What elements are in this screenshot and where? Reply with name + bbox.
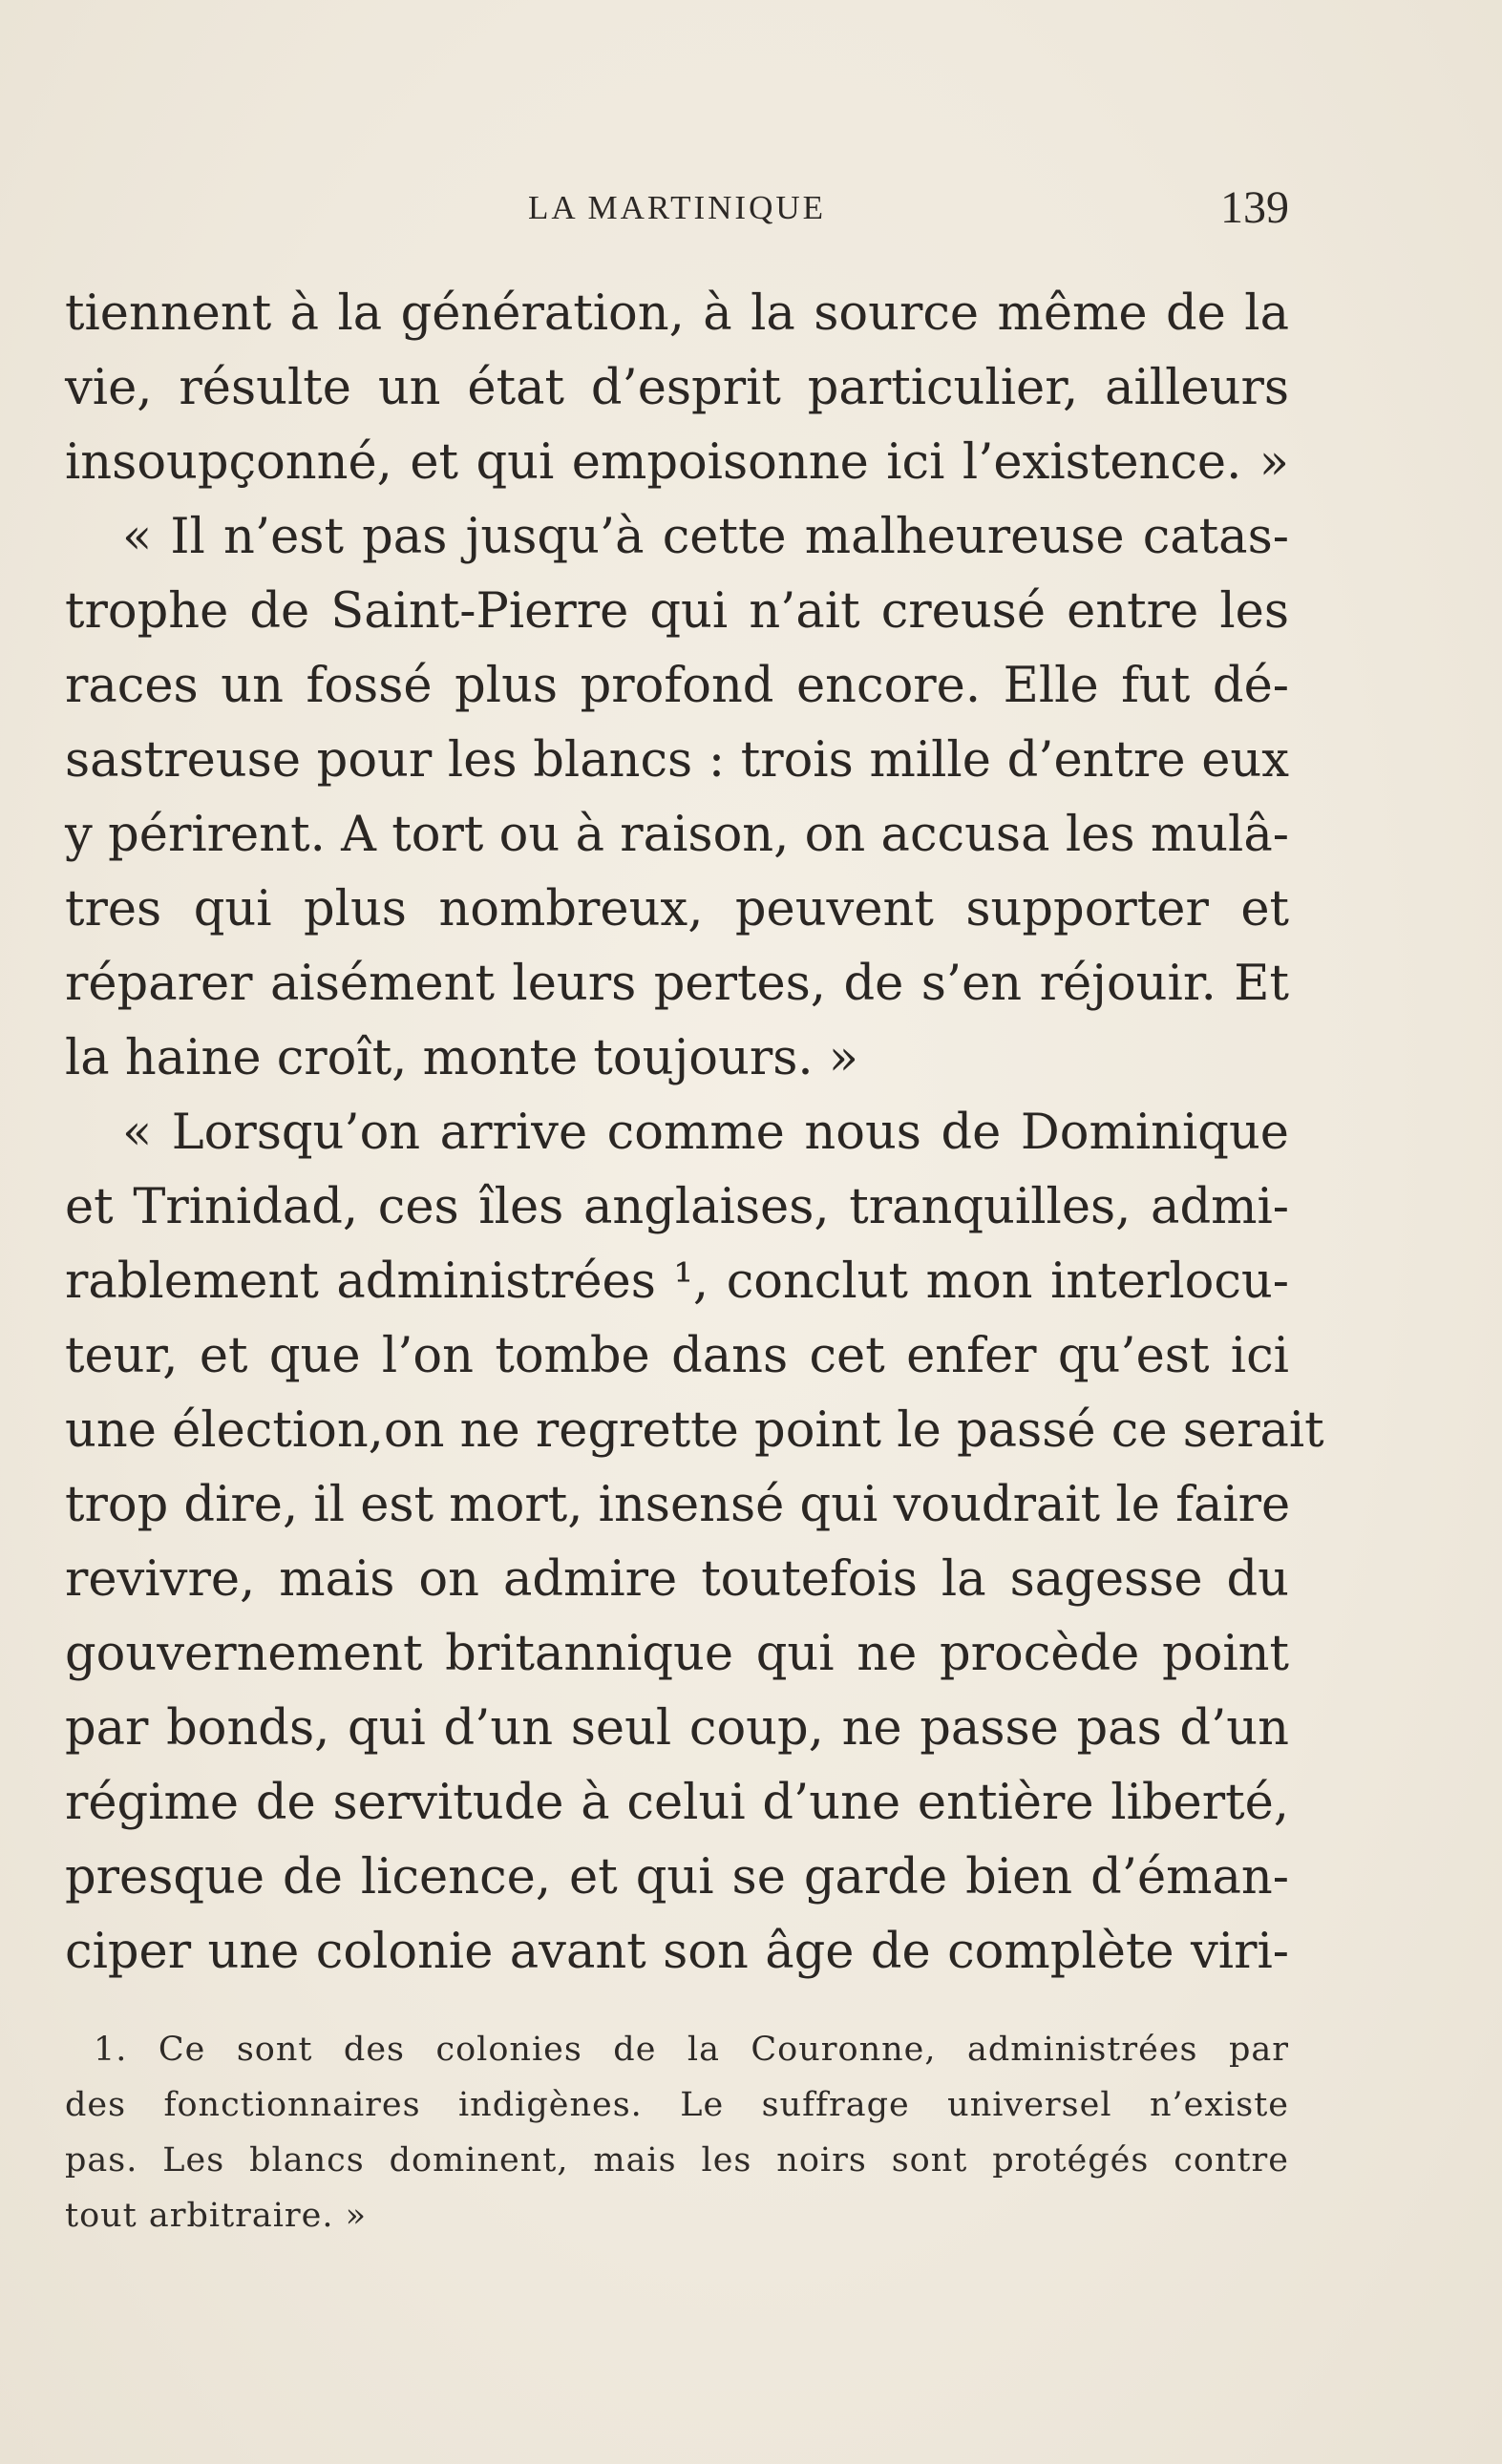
footnote-line: 1. Ce sont des colonies de la Couronne, administrées par — [94, 2031, 1289, 2069]
text-line: « Il n’est pas jusqu’à cette malheureuse catas- — [122, 509, 1289, 565]
text-line: tres qui plus nombreux, peuvent supporter et — [65, 881, 1289, 937]
text-line: presque de licence, et qui se garde bien d’éman- — [65, 1849, 1289, 1906]
text-line: insoupçonné, et qui empoisonne ici l’existence. » — [65, 434, 1289, 491]
text-line: trophe de Saint-Pierre qui n’ait creusé entre les — [65, 583, 1289, 640]
text-line: teur, et que l’on tombe dans cet enfer qu’est ici — [65, 1328, 1289, 1384]
text-line: vie, résulte un état d’esprit particulier, ailleurs — [65, 360, 1289, 416]
footnote-line: des fonctionnaires indigènes. Le suffrage universel n’existe — [65, 2086, 1289, 2124]
running-title: LA MARTINIQUE — [527, 189, 826, 226]
footnote-line: pas. Les blancs dominent, mais les noirs sont protégés contre — [65, 2141, 1289, 2180]
text-line: par bonds, qui d’un seul coup, ne passe pas d’un — [65, 1700, 1289, 1757]
text-line: tiennent à la génération, à la source même de la — [65, 285, 1289, 342]
footnote-line: tout arbitraire. » — [65, 2197, 368, 2235]
text-line: régime de servitude à celui d’une entière liberté, — [65, 1775, 1289, 1831]
text-line: une élection,on ne regrette point le passé ce serait — [65, 1402, 1324, 1459]
text-line: réparer aisément leurs pertes, de s’en réjouir. Et — [65, 956, 1289, 1012]
text-line: ciper une colonie avant son âge de complète viri- — [65, 1924, 1289, 1980]
text-line: et Trinidad, ces îles anglaises, tranquilles, admi- — [65, 1179, 1289, 1235]
text-line: trop dire, il est mort, insensé qui voudrait le faire — [65, 1477, 1291, 1533]
page-header — [65, 181, 1289, 239]
text-line: la haine croît, monte toujours. » — [65, 1030, 858, 1086]
text-line: gouvernement britannique qui ne procède point — [65, 1626, 1289, 1682]
body-text — [65, 277, 1324, 1990]
page-number: 139 — [1220, 182, 1289, 233]
text-line: rablement administrées ¹, conclut mon interlocu- — [65, 1253, 1289, 1310]
text-line: revivre, mais on admire toutefois la sagesse du — [65, 1551, 1289, 1608]
text-line: sastreuse pour les blancs : trois mille d’entre eux — [65, 732, 1289, 789]
footnotes — [65, 2022, 1289, 2243]
text-line: races un fossé plus profond encore. Elle fut dé- — [65, 658, 1289, 714]
text-line: y périrent. A tort ou à raison, on accusa les mulâ- — [65, 807, 1289, 863]
text-line: « Lorsqu’on arrive comme nous de Dominique — [122, 1105, 1289, 1161]
